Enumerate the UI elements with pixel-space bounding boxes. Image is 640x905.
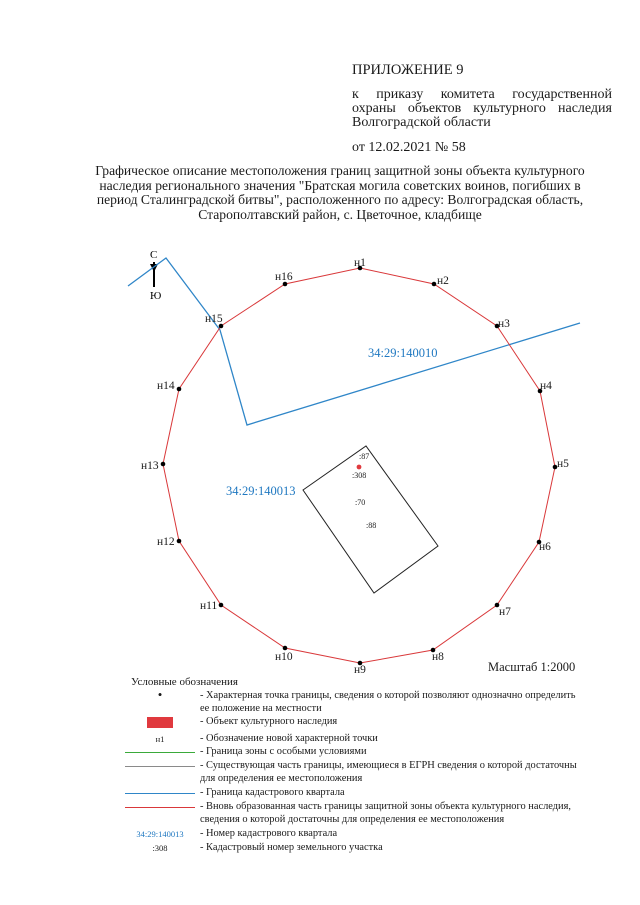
point-label-n11: н11 (200, 600, 218, 612)
point-label-n7: н7 (499, 606, 511, 618)
boundary-point (177, 539, 182, 544)
point-label-n3: н3 (498, 318, 510, 330)
legend-item-existing-border: - Существующая часть границы, имеющиеся в ЕГРН сведения о которой достаточны для определения ее местоположения (125, 760, 585, 786)
quarter-number-symbol: 34:29:140013 (136, 829, 184, 839)
compass-north-label: С (150, 249, 158, 261)
boundary-point (161, 462, 166, 467)
order-date: от 12.02.2021 № 58 (352, 140, 466, 155)
point-label-n12: н12 (157, 536, 175, 548)
legend-item-parcel-number: :308 - Кадастровый номер земельного участка (125, 842, 585, 855)
point-dot-icon: • (157, 687, 163, 702)
parcel-label-70: :70 (355, 498, 366, 507)
point-label-n2: н2 (437, 275, 449, 287)
point-label-n10: н10 (275, 651, 293, 663)
quarter-label-140013: 34:29:140013 (226, 484, 296, 498)
legend-item-quarter-border: - Граница кадастрового квартала (125, 787, 585, 800)
point-label-n5: н5 (557, 458, 569, 470)
legend-item-point: • - Характерная точка границы, сведения о которой позволяют однозначно определить ее положение на местности (125, 690, 585, 716)
heritage-object-marker (357, 465, 362, 470)
boundary-point (432, 282, 437, 287)
scale-label: Масштаб 1:2000 (488, 660, 576, 674)
parcel-outline (303, 446, 438, 593)
blue-line-icon (125, 793, 195, 795)
legend-title: Условные обозначения (131, 676, 238, 688)
order-reference: к приказу комитета государственной охраны объектов культурного наследия Волгоградской области (352, 87, 612, 130)
boundary-point (219, 603, 224, 608)
quarter-boundary (128, 258, 580, 425)
legend-item-new-border: - Вновь образованная часть границы защитной зоны объекта культурного наследия, сведения о которой достаточны для определения ее местоположения (125, 801, 585, 827)
red-line-icon (125, 807, 195, 809)
compass-south-label: Ю (150, 290, 162, 302)
legend-item-new-point: н1 - Обозначение новой характерной точки (125, 733, 585, 747)
legend-item-special-zone: - Граница зоны с особыми условиями (125, 746, 585, 759)
appendix-title: ПРИЛОЖЕНИЕ 9 (352, 62, 464, 78)
boundary-point (283, 646, 288, 651)
point-label-n16: н16 (275, 271, 293, 283)
quarter-label-140010: 34:29:140010 (368, 346, 438, 360)
parcel-label-88: :88 (366, 521, 377, 530)
compass-icon (150, 249, 161, 302)
point-label-n4: н4 (540, 380, 552, 392)
boundary-point (177, 387, 182, 392)
point-label-n15: н15 (205, 313, 223, 325)
point-label-n1: н1 (354, 257, 366, 269)
legend-item-quarter-number: 34:29:140013 - Номер кадастрового квартала (125, 828, 585, 841)
point-label-n14: н14 (157, 380, 175, 392)
parcel-label-87: :87 (359, 452, 370, 461)
new-point-symbol: н1 (155, 734, 165, 744)
point-label-n13: н13 (141, 460, 159, 472)
gray-line-icon (125, 766, 195, 768)
legend-item-heritage: - Объект культурного наследия (125, 716, 585, 732)
parcel-label-308: :308 (352, 471, 367, 480)
point-label-n9: н9 (354, 664, 366, 676)
green-line-icon (125, 752, 195, 754)
document-title: Графическое описание местоположения границ защитной зоны объекта культурного наследия регионального значения "Братская могила советских воинов, погибших в период Сталинградской битвы", расположенного по адресу: Волгоградская область, Старополтавский район, с. Цветочное, кладбище (95, 163, 585, 222)
parcel-number-symbol: :308 (152, 843, 168, 853)
heritage-swatch-icon (125, 716, 195, 733)
point-label-n6: н6 (539, 541, 551, 553)
point-label-n8: н8 (432, 651, 444, 663)
